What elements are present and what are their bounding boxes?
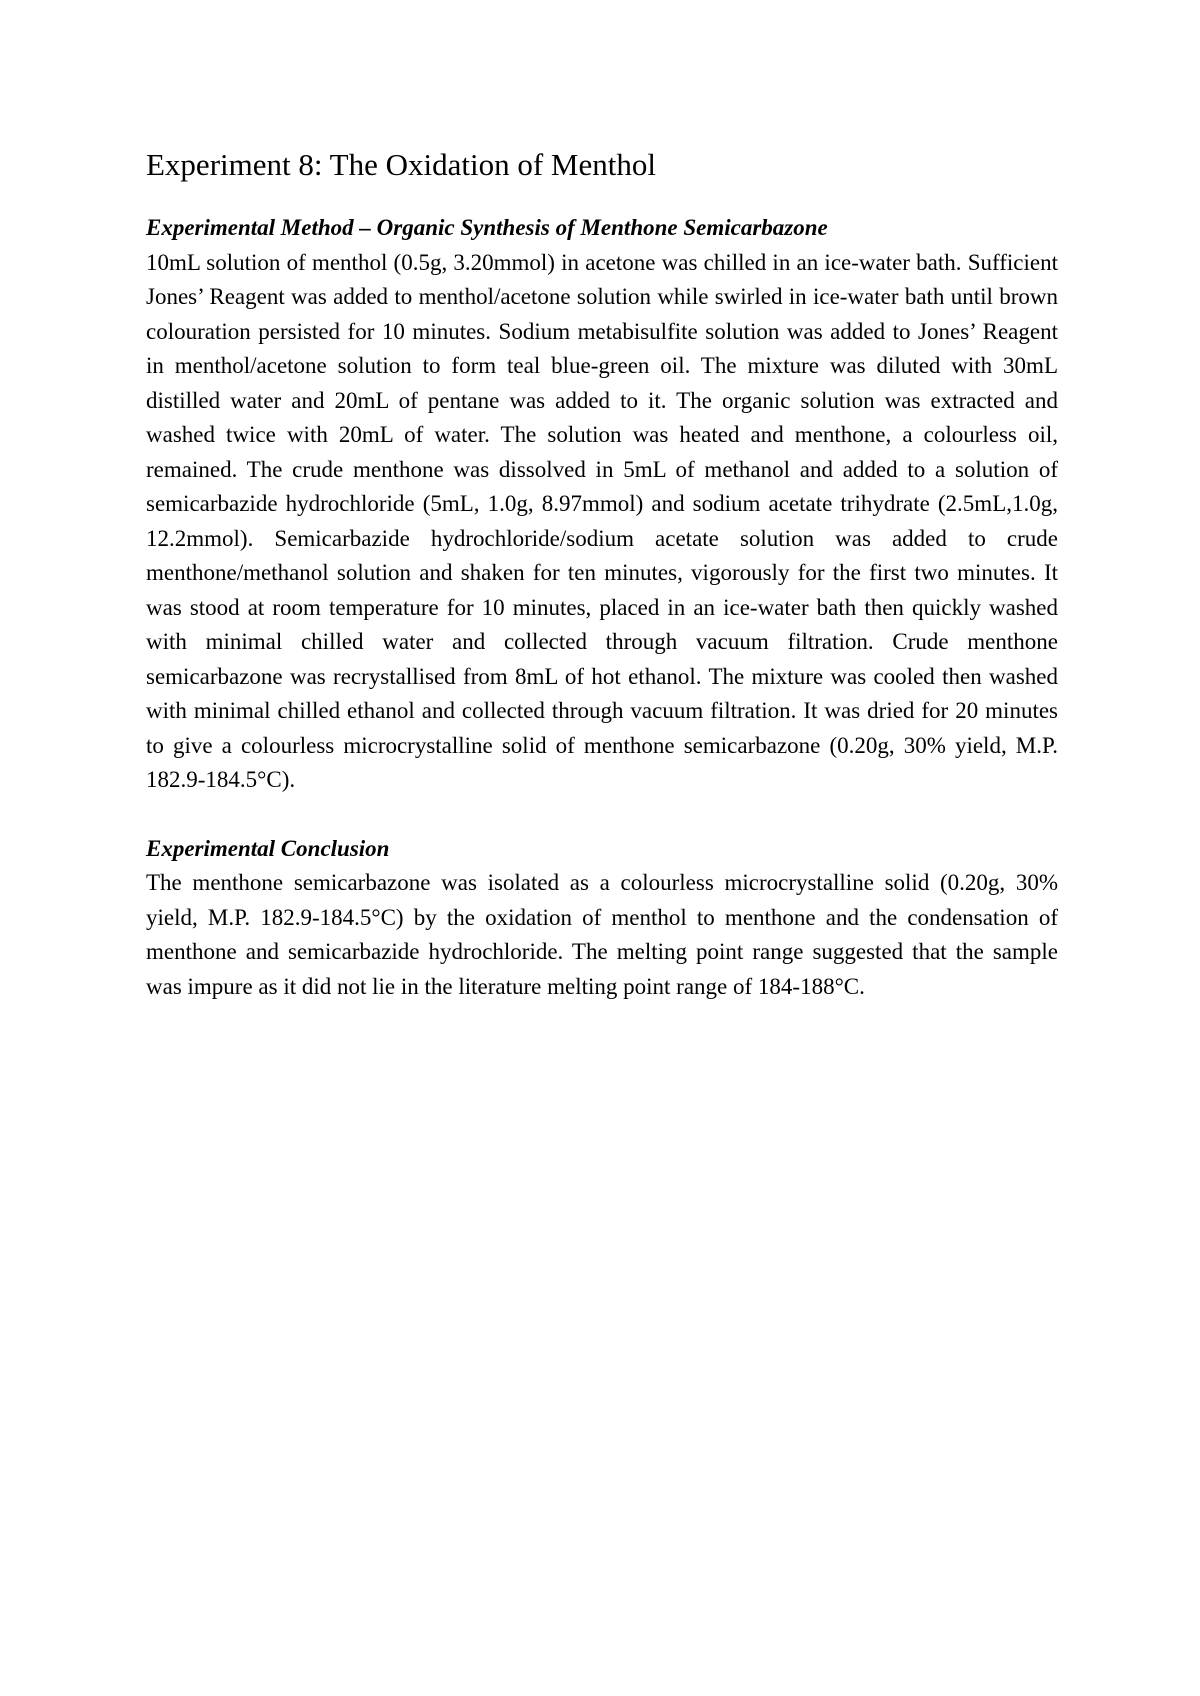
conclusion-heading: Experimental Conclusion xyxy=(146,835,390,861)
document-title: Experiment 8: The Oxidation of Menthol xyxy=(146,147,656,182)
method-heading: Experimental Method – Organic Synthesis of Menthone Semicarbazone xyxy=(146,215,828,241)
conclusion-section xyxy=(146,832,1058,1005)
method-body: 10mL solution of menthol (0.5g, 3.20mmol) in acetone was chilled in an ice-water bath. Sufficient Jones’ Reagent was added to menthol/acetone solution while swirled in ice-water bath until brown colouration persisted for 10 minutes. Sodium metabisulfite solution was added to Jones’ Reagent in menthol/acetone solution to form teal blue-green oil. The mixture was diluted with 30mL distilled water and 20mL of pentane was added to it. The organic solution was extracted and washed twice with 20mL of water. The solution was heated and menthone, a colourless oil, remained. The crude menthone was dissolved in 5mL of methanol and added to a solution of semicarbazide hydrochloride (5mL, 1.0g, 8.97mmol) and sodium acetate trihydrate (2.5mL,1.0g, 12.2mmol). Semicarbazide hydrochloride/sodium acetate solution was added to crude menthone/methanol solution and shaken for ten minutes, vigorously for the first two minutes. It was stood at room temperature for 10 minutes, placed in an ice-water bath then quickly washed with minimal chilled water and collected through vacuum filtration. Crude menthone semicarbazone was recrystallised from 8mL of hot ethanol. The mixture was cooled then washed with minimal chilled ethanol and collected through vacuum filtration. It was dried for 20 minutes to give a colourless microcrystalline solid of menthone semicarbazone (0.20g, 30% yield, M.P. 182.9-184.5°C). xyxy=(146,249,1058,793)
document-page xyxy=(146,146,1058,1038)
conclusion-body: The menthone semicarbazone was isolated as a colourless microcrystalline solid (0.20g, 30% yield, M.P. 182.9-184.5°C) by the oxidation of menthol to menthone and the condensation of menthone and semicarbazide hydrochloride. The melting point range suggested that the sample was impure as it did not lie in the literature melting point range of 184-188°C. xyxy=(146,870,1058,999)
method-section xyxy=(146,211,1058,798)
